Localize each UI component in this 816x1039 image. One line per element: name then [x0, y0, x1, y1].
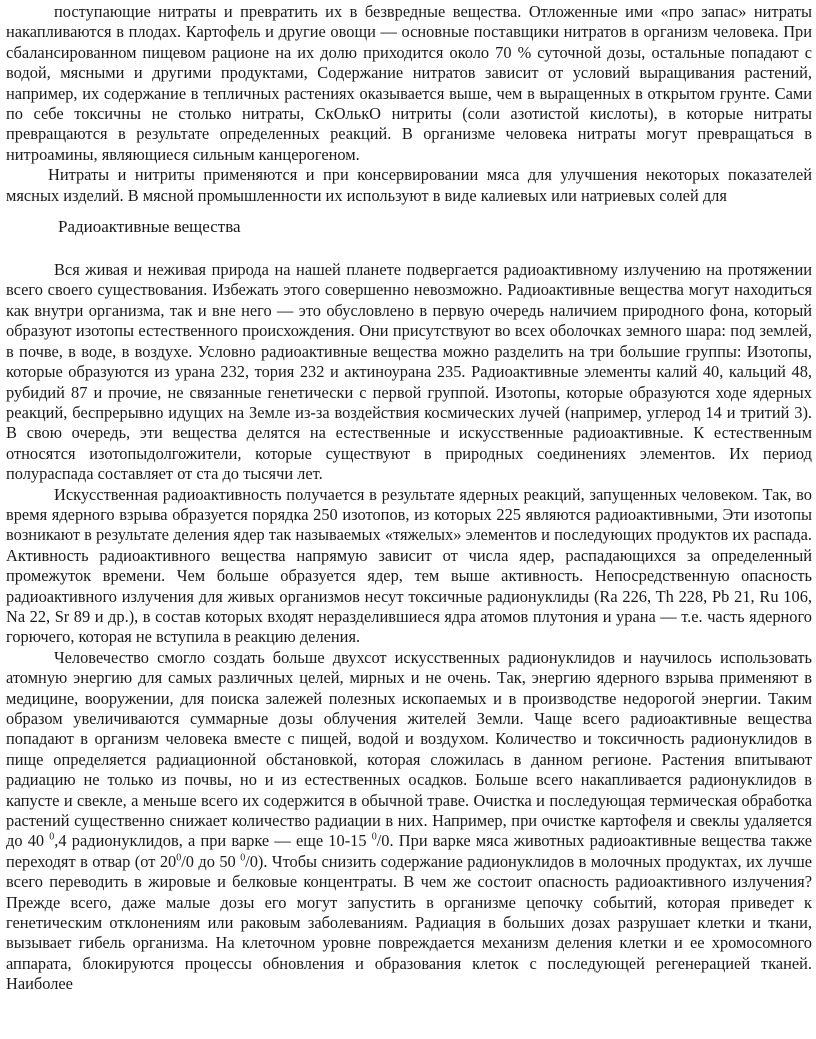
superscript: 0 [240, 852, 246, 864]
text-run: /0 до 50 [181, 851, 241, 871]
text-run: ,4 радионуклидов, а при варке — еще 10-15 [54, 831, 372, 851]
paragraph-nitrites-canning: Нитраты и нитриты применяются и при консервировании мяса для улучшения некоторых показателей мясных изделий. В мясной промышленности их используют в виде калиевых или натриевых солей для [6, 165, 812, 205]
text-run: Человечество смогло создать больше двухсот искусственных радионуклидов и научилось использовать атомную энергию для самых различных целей, мирных и не очень. Так, энергию ядерного взрыва применяют в медицине, вооружении, для поиска залежей полезных ископаемых и в производстве недорогой энергии. Таким образом увеличиваются суммарные дозы облучения жителей Земли. Чаще всего радиоактивные вещества попадают в организм человека вместе с пищей, водой и воздухом. Количество и токсичность радионуклидов в пище определяется радиационной обстановкой, которая сложилась в данном регионе. Растения впитывают радиацию не только из почвы, но и из естественных осадков. Больше всего накапливается радионуклидов в капусте и свекле, а меньше всего их содержится в обычной траве. Очистка и последующая термическая обработка растений существенно снижает количество радиации в них. Например, при очистке картофеля и свеклы удаляется до 40 [6, 647, 812, 851]
paragraph-nitrates-end: поступающие нитраты и превратить их в безвредные вещества. Отложенные ими «про запас» нитраты накапливаются в плодах. Картофель и другие овощи — основные поставщики нитратов в организм человека. При сбалансированном пищевом рационе на их долю приходится около 70 % суточной дозы, остальные попадают с водой, мясными и другими продуктами, Содержание нитратов зависит от условий выращивания растений, например, их содержание в тепличных растениях оказывается выше, чем в выращенных в открытом грунте. Сами по себе токсичны не столько нитраты, СкОлькО нитриты (соли азотистой кислоты), в которые нитраты превращаются в результате определенных реакций. В организме человека нитраты могут превращаться в нитроамины, являющиеся сильным канцерогеном. [6, 2, 812, 164]
paragraph-radionuclides-food [6, 648, 812, 995]
superscript: 0 [49, 831, 55, 843]
text-run: /0. При варке мяса животных радиоактивные вещества также переходят в отвар (от 20 [6, 831, 812, 871]
text-run: /0). Чтобы снизить содержание радионуклидов в молочных продуктах, их лучше всего переводить в жировые и белковые концентраты. В чем же состоит опасность радиоактивного излучения? Прежде всего, даже малые дозы его могут запустить в организме цепочку событий, которая приведет к генетическим отклонениям или раковым заболеваниям. Радиация в больших дозах разрушает клетки и ткани, вызывает гибель организма. На клеточном уровне повреждается механизм деления клетки и ее хромосомного аппарата, блокируются процессы обновления и образования клеток с последующей регенерацией тканей. Наиболее [6, 851, 812, 994]
spacer [6, 238, 812, 260]
section-heading-radioactive: Радиоактивные вещества [58, 217, 241, 237]
superscript: 0 [371, 831, 377, 843]
paragraph-artificial-radioactivity: Искусственная радиоактивность получается в результате ядерных реакций, запущенных человеком. Так, во время ядерного взрыва образуется порядка 250 изотопов, из которых 225 являются радиоактивными, Эти изотопы возникают в результате деления ядер так называемых «тяжелых» элементов и последующих продуктов их распада. Активность радиоактивного вещества напрямую зависит от числа ядер, распадающихся за определенный промежуток времени. Чем больше образуется ядер, тем выше активность. Непосредственную опасность радиоактивного излучения для живых организмов несут токсичные радионуклиды (Ra 226, Th 228, Pb 21, Ru 106, Na 22, Sr 89 и др.), в состав которых входят неразделившиеся ядра атомов плутония и урана — т.е. часть ядерного горючего, которая не вступила в реакцию деления. [6, 484, 812, 647]
paragraph-natural-radioactivity: Вся живая и неживая природа на нашей планете подвергается радиоактивному излучению на протяжении всего своего существования. Избежать этого совершенно невозможно. Радиоактивные вещества могут находиться как внутри организма, так и вне него — это обусловлено в первую очередь наличием природного фона, который образуют изотопы естественного происхождения. Они присутствуют во всех оболочках земного шара: под землей, в почве, в воде, в воздухе. Условно радиоактивные вещества можно разделить на три большие группы: Изотопы, которые образуются из урана 232, тория 232 и актиноурана 235. Радиоактивные элементы калий 40, кальций 48, рубидий 87 и прочие, не связанные генетически с первой группой. Изотопы, которые образуются ходе ядерных реакций, беспрерывно идущих на Земле из-за воздействия космических лучей (например, углерод 14 и тритий 3). В свою очередь, эти вещества делятся на естественные и искусственные радиоактивные. К естественным относятся изотопыдолгожители, которые существуют в природных соединениях элементов. Их период полураспада составляет от ста до тысячи лет. [6, 260, 812, 484]
superscript: 0 [176, 852, 182, 864]
